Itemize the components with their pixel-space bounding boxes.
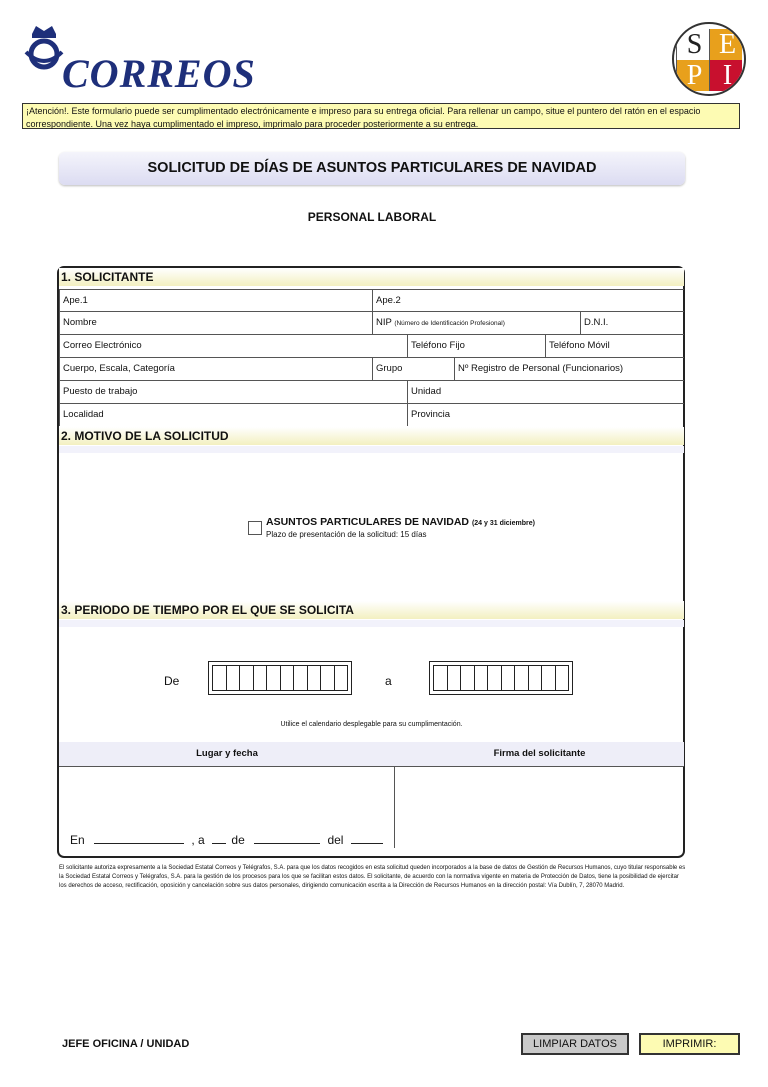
correos-logo bbox=[22, 22, 66, 77]
firma-heading: Firma del solicitante bbox=[395, 742, 684, 766]
unidad-field[interactable]: Unidad bbox=[407, 381, 684, 403]
localidad-field[interactable]: Localidad bbox=[59, 404, 407, 426]
lugar-input[interactable] bbox=[94, 831, 184, 844]
crown-horn-icon bbox=[22, 22, 66, 72]
puesto-field[interactable]: Puesto de trabajo bbox=[59, 381, 407, 403]
registro-field[interactable]: Nº Registro de Personal (Funcionarios) bbox=[454, 358, 684, 380]
de-month-label: de bbox=[231, 833, 245, 847]
date-from-input[interactable] bbox=[208, 661, 352, 695]
date-to-input[interactable] bbox=[429, 661, 573, 695]
anio-input[interactable] bbox=[351, 831, 383, 844]
nip-field[interactable] bbox=[372, 312, 580, 334]
telefono-fijo-field[interactable]: Teléfono Fijo bbox=[407, 335, 545, 357]
form-subtitle: PERSONAL LABORAL bbox=[307, 210, 437, 224]
telefono-movil-field[interactable]: Teléfono Móvil bbox=[545, 335, 684, 357]
plazo-text: Plazo de presentación de la solicitud: 15 días bbox=[266, 530, 427, 539]
mes-input[interactable] bbox=[254, 831, 320, 844]
form-title: SOLICITUD DE DÍAS DE ASUNTOS PARTICULARES DE NAVIDAD bbox=[147, 160, 597, 176]
comma-a-label: , a bbox=[191, 833, 205, 847]
section3-heading: 3. PERIODO DE TIEMPO POR EL QUE SE SOLICITA bbox=[59, 601, 684, 619]
correos-logo-text: CORREOS bbox=[62, 51, 256, 96]
section2-heading: 2. MOTIVO DE LA SOLICITUD bbox=[59, 427, 684, 445]
nombre-field[interactable]: Nombre bbox=[59, 312, 372, 334]
del-label: del bbox=[327, 833, 344, 847]
section1-heading: 1. SOLICITANTE bbox=[59, 268, 684, 286]
en-label: En bbox=[70, 833, 85, 847]
sepi-letter: P bbox=[676, 60, 709, 91]
legal-text: El solicitante autoriza expresamente a la Sociedad Estatal Correos y Telégrafos, S.A. para que los datos recogidos en esta solicitud queden incorporados a la base de datos de Gestión de Recursos Humanos, cuyo titular responsable es la Sociedad Estatal Correos y Telégrafos, S.A. para la gestión de los procesos para los que se facilitan estos datos. El solicitante, de acuerdo con la normativa vigente en materia de Protección de Datos, tiene la posibilidad de ejercitar los derechos de acceso, rectificación, oposición y cancelación sobre sus datos personales, dirigiendo comunicación escrita a la Dirección de Recursos Humanos en la dirección postal: Vía Dublín, 7, 28070 Madrid. bbox=[59, 865, 686, 889]
jefe-oficina-label: JEFE OFICINA / UNIDAD bbox=[62, 1038, 190, 1050]
option-title: ASUNTOS PARTICULARES DE NAVIDAD bbox=[266, 516, 470, 528]
row-contacto bbox=[59, 335, 684, 358]
nip-note: (Número de Identificación Profesional) bbox=[394, 320, 505, 327]
nip-label: NIP bbox=[376, 317, 392, 328]
row-apellidos bbox=[59, 289, 684, 312]
sepi-letter: S bbox=[676, 29, 709, 60]
row-nombre bbox=[59, 312, 684, 335]
cuerpo-field[interactable]: Cuerpo, Escala, Categoría bbox=[59, 358, 372, 380]
firma-area[interactable] bbox=[395, 767, 684, 847]
navidad-checkbox[interactable] bbox=[248, 521, 262, 535]
section2-band bbox=[59, 446, 684, 453]
calendar-hint: Utilice el calendario desplegable para su cumplimentación. bbox=[280, 721, 463, 728]
ape2-field[interactable]: Ape.2 bbox=[372, 290, 684, 312]
sepi-letter: E bbox=[709, 29, 742, 60]
a-label: a bbox=[385, 674, 392, 688]
notice-box: ¡Atención!. Este formulario puede ser cumplimentado electrónicamente e impreso para su entrega oficial. Para rellenar un campo, situe el puntero del ratón en el espacio correspondiente. Una vez haya cumplimentado el impreso, imprimalo para proceder posteriormente a su entrega. bbox=[22, 103, 740, 129]
sepi-letter: I bbox=[709, 60, 742, 91]
row-cuerpo bbox=[59, 358, 684, 381]
lugar-fecha-heading: Lugar y fecha bbox=[59, 742, 395, 766]
navidad-option-label bbox=[266, 516, 535, 528]
dni-field[interactable]: D.N.I. bbox=[580, 312, 684, 334]
correo-field[interactable]: Correo Electrónico bbox=[59, 335, 407, 357]
de-label: De bbox=[164, 674, 180, 688]
option-dates: (24 y 31 diciembre) bbox=[471, 520, 535, 527]
row-puesto bbox=[59, 381, 684, 404]
sepi-logo bbox=[672, 22, 746, 96]
ape1-field[interactable]: Ape.1 bbox=[59, 290, 372, 312]
grupo-field[interactable]: Grupo bbox=[372, 358, 454, 380]
section3-band bbox=[59, 620, 684, 627]
row-localidad bbox=[59, 404, 684, 427]
provincia-field[interactable]: Provincia bbox=[407, 404, 684, 426]
imprimir-button[interactable]: IMPRIMIR: bbox=[639, 1033, 740, 1055]
limpiar-datos-button[interactable]: LIMPIAR DATOS bbox=[521, 1033, 629, 1055]
lugar-fecha-line bbox=[70, 831, 383, 847]
dia-input[interactable] bbox=[212, 831, 226, 844]
